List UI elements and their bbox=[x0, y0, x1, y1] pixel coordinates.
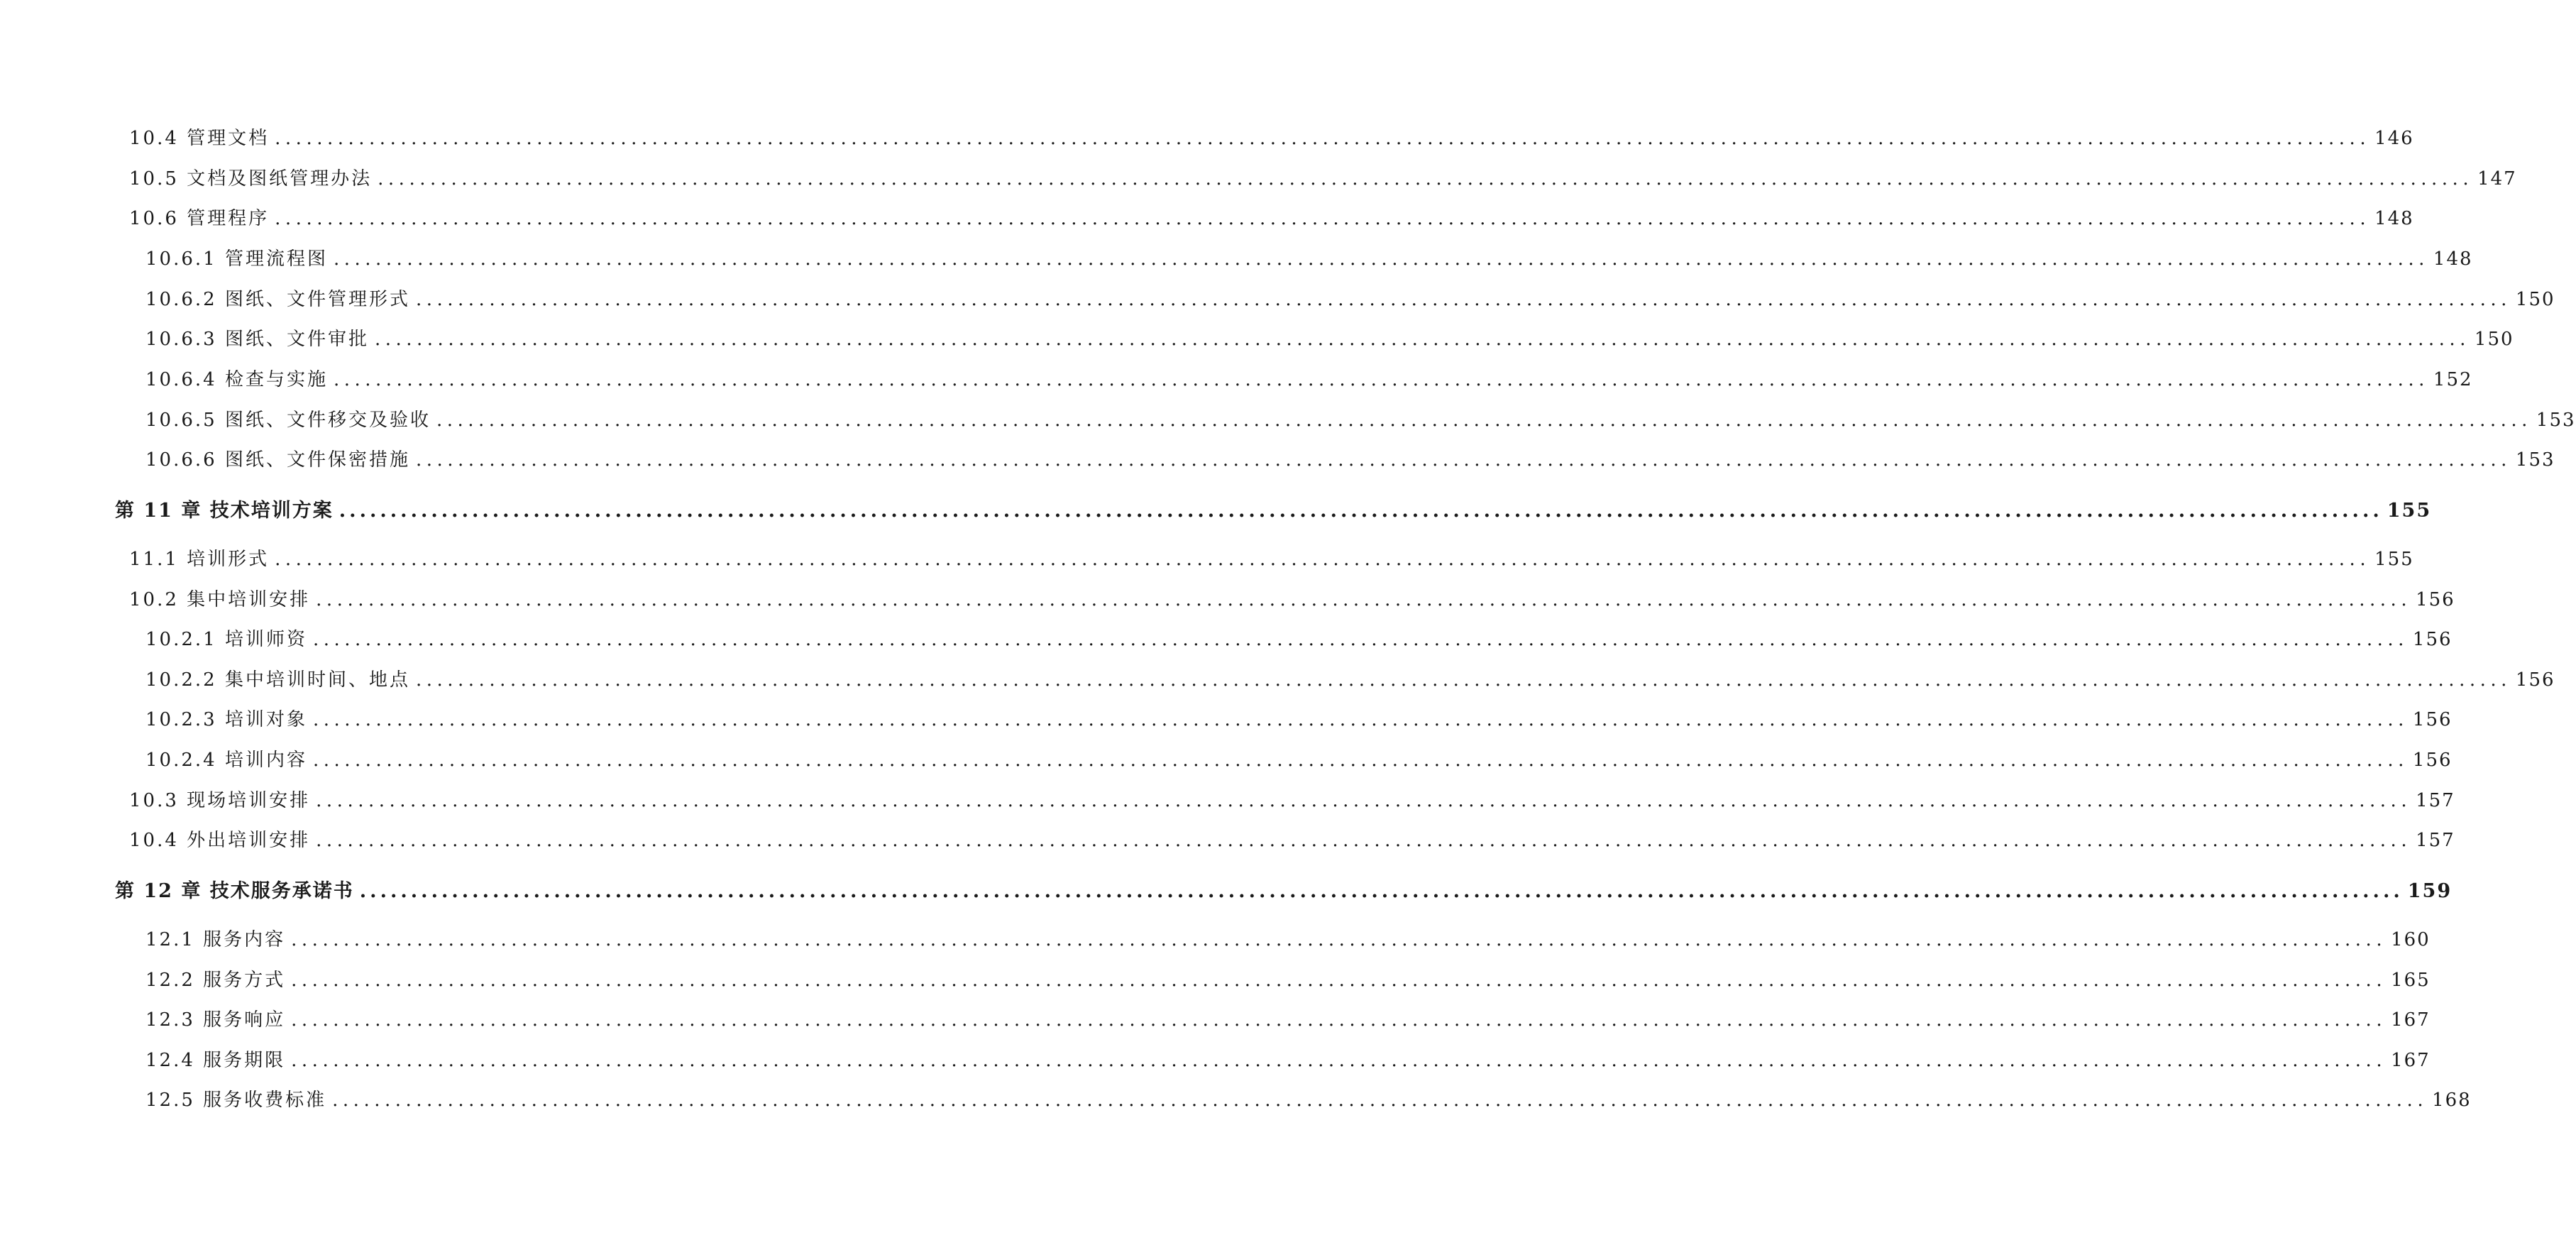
toc-entry-12-3[interactable] bbox=[145, 1006, 2431, 1034]
dot-leader: ........................................................................................................................................................................................................ bbox=[338, 500, 2383, 522]
dot-leader: ........................................................................................................................................................................................................ bbox=[316, 589, 2412, 610]
toc-entry-label: 10.4 管理文档 bbox=[129, 128, 270, 149]
toc-entry-page: 146 bbox=[2374, 128, 2414, 149]
toc-entry-12-5[interactable] bbox=[145, 1086, 2472, 1114]
toc-entry-10-6-1[interactable] bbox=[145, 245, 2473, 273]
toc-entry-label: 10.2.3 培训对象 bbox=[145, 709, 307, 730]
toc-entry-12-2[interactable] bbox=[145, 966, 2431, 994]
toc-entry-label: 10.5 文档及图纸管理办法 bbox=[129, 168, 373, 190]
toc-entry-10-2[interactable] bbox=[129, 586, 2455, 614]
toc-entry-label: 10.6.4 检查与实施 bbox=[145, 369, 328, 390]
dot-leader: ........................................................................................................................................................................................................ bbox=[275, 549, 2371, 570]
toc-entry-page: 155 bbox=[2387, 500, 2432, 522]
toc-entry-page: 148 bbox=[2433, 248, 2473, 270]
dot-leader: ........................................................................................................................................................................................................ bbox=[415, 449, 2511, 471]
toc-entry-label: 第 11 章 技术培训方案 bbox=[115, 500, 334, 522]
dot-leader: ........................................................................................................................................................................................................ bbox=[291, 1009, 2387, 1031]
toc-entry-label: 10.6.3 图纸、文件审批 bbox=[145, 329, 369, 350]
toc-entry-page: 157 bbox=[2416, 790, 2455, 811]
toc-entry-10-4[interactable] bbox=[129, 124, 2414, 153]
dot-leader: ........................................................................................................................................................................................................ bbox=[312, 750, 2409, 771]
dot-leader: ........................................................................................................................................................................................................ bbox=[291, 970, 2387, 991]
toc-entry-page: 153 bbox=[2515, 449, 2555, 471]
toc-entry-12-1[interactable] bbox=[145, 926, 2431, 954]
toc-entry-10-6-5[interactable] bbox=[145, 406, 2576, 434]
dot-leader: ........................................................................................................................................................................................................ bbox=[316, 830, 2412, 851]
toc-entry-page: 156 bbox=[2515, 669, 2555, 691]
toc-entry-page: 168 bbox=[2432, 1090, 2472, 1111]
toc-entry-label: 12.1 服务内容 bbox=[145, 929, 286, 950]
dot-leader: ........................................................................................................................................................................................................ bbox=[332, 1090, 2428, 1111]
toc-entry-label: 12.2 服务方式 bbox=[145, 970, 286, 991]
toc-entry-10-2-4[interactable] bbox=[145, 746, 2453, 774]
toc-entry-label: 12.4 服务期限 bbox=[145, 1050, 286, 1071]
toc-entry-page: 156 bbox=[2412, 750, 2453, 771]
toc-entry-label: 12.3 服务响应 bbox=[145, 1009, 286, 1031]
toc-entry-page: 147 bbox=[2477, 168, 2517, 190]
toc-entry-10-2-2[interactable] bbox=[145, 666, 2555, 694]
toc-chapter-12[interactable] bbox=[115, 877, 2453, 906]
dot-leader: ........................................................................................................................................................................................................ bbox=[436, 410, 2532, 431]
dot-leader: ........................................................................................................................................................................................................ bbox=[291, 1050, 2387, 1071]
toc-entry-label: 11.1 培训形式 bbox=[129, 549, 270, 570]
toc-entry-label: 10.3 现场培训安排 bbox=[129, 790, 311, 811]
toc-entry-10-6-3[interactable] bbox=[145, 325, 2514, 353]
dot-leader: ........................................................................................................................................................................................................ bbox=[378, 168, 2474, 190]
toc-entry-page: 159 bbox=[2407, 880, 2453, 902]
toc-entry-label: 10.2.1 培训师资 bbox=[145, 629, 307, 650]
toc-entry-10-3[interactable] bbox=[129, 786, 2455, 815]
toc-entry-11-1[interactable] bbox=[129, 545, 2414, 574]
toc-entry-label: 10.6.6 图纸、文件保密措施 bbox=[145, 449, 410, 471]
toc-entry-label: 10.2 集中培训安排 bbox=[129, 589, 311, 610]
toc-entry-label: 10.6.1 管理流程图 bbox=[145, 248, 328, 270]
toc-entry-page: 156 bbox=[2412, 629, 2453, 650]
toc-entry-page: 165 bbox=[2391, 970, 2431, 991]
toc-entry-10-5[interactable] bbox=[129, 165, 2517, 193]
toc-entry-label: 10.2.2 集中培训时间、地点 bbox=[145, 669, 410, 691]
dot-leader: ........................................................................................................................................................................................................ bbox=[333, 369, 2429, 390]
dot-leader: ........................................................................................................................................................................................................ bbox=[333, 248, 2429, 270]
toc-entry-10-6-6[interactable] bbox=[145, 446, 2555, 474]
toc-entry-page: 152 bbox=[2433, 369, 2473, 390]
toc-entry-page: 156 bbox=[2412, 709, 2453, 730]
toc-entry-10-2-3[interactable] bbox=[145, 706, 2453, 734]
toc-entry-page: 156 bbox=[2416, 589, 2455, 610]
dot-leader: ........................................................................................................................................................................................................ bbox=[312, 629, 2409, 650]
toc-entry-label: 10.6 管理程序 bbox=[129, 208, 270, 229]
dot-leader: ........................................................................................................................................................................................................ bbox=[275, 208, 2371, 229]
toc-entry-label: 10.2.4 培训内容 bbox=[145, 750, 307, 771]
toc-entry-label: 10.4 外出培训安排 bbox=[129, 830, 311, 851]
dot-leader: ........................................................................................................................................................................................................ bbox=[415, 669, 2511, 691]
toc-entry-page: 150 bbox=[2474, 329, 2514, 350]
dot-leader: ........................................................................................................................................................................................................ bbox=[312, 709, 2409, 730]
toc-entry-page: 160 bbox=[2391, 929, 2431, 950]
toc-entry-label: 10.6.5 图纸、文件移交及验收 bbox=[145, 410, 431, 431]
toc-entry-10-4-outside[interactable] bbox=[129, 826, 2455, 855]
dot-leader: ........................................................................................................................................................................................................ bbox=[275, 128, 2371, 149]
dot-leader: ........................................................................................................................................................................................................ bbox=[291, 929, 2387, 950]
toc-entry-12-4[interactable] bbox=[145, 1046, 2431, 1075]
toc-entry-10-2-1[interactable] bbox=[145, 625, 2453, 654]
toc-entry-page: 148 bbox=[2374, 208, 2414, 229]
toc-entry-label: 10.6.2 图纸、文件管理形式 bbox=[145, 289, 410, 310]
toc-entry-label: 第 12 章 技术服务承诺书 bbox=[115, 880, 354, 902]
toc-entry-10-6-2[interactable] bbox=[145, 285, 2555, 314]
toc-entry-page: 153 bbox=[2536, 410, 2576, 431]
toc-entry-page: 155 bbox=[2374, 549, 2414, 570]
toc-entry-page: 157 bbox=[2416, 830, 2455, 851]
toc-entry-page: 150 bbox=[2515, 289, 2555, 310]
dot-leader: ........................................................................................................................................................................................................ bbox=[359, 880, 2404, 902]
toc-entry-label: 12.5 服务收费标准 bbox=[145, 1090, 327, 1111]
dot-leader: ........................................................................................................................................................................................................ bbox=[415, 289, 2511, 310]
dot-leader: ........................................................................................................................................................................................................ bbox=[316, 790, 2412, 811]
toc-chapter-11[interactable] bbox=[115, 497, 2432, 525]
toc-entry-10-6[interactable] bbox=[129, 204, 2414, 233]
dot-leader: ........................................................................................................................................................................................................ bbox=[374, 329, 2470, 350]
toc-entry-10-6-4[interactable] bbox=[145, 366, 2473, 394]
toc-entry-page: 167 bbox=[2391, 1050, 2431, 1071]
toc-entry-page: 167 bbox=[2391, 1009, 2431, 1031]
